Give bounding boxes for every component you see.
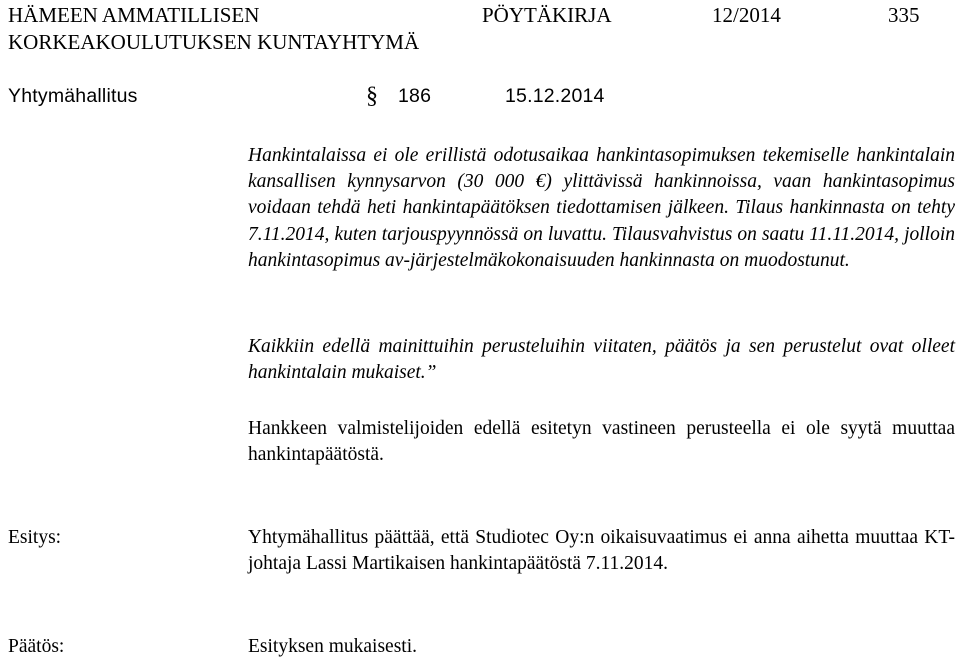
section-symbol: § bbox=[366, 83, 378, 109]
organization-name-line1: HÄMEEN AMMATILLISEN bbox=[8, 3, 260, 27]
proposal-label: Esitys: bbox=[8, 527, 62, 548]
organization-name-line2: KORKEAKOULUTUKSEN KUNTAYHTYMÄ bbox=[8, 30, 420, 54]
page-number: 335 bbox=[888, 3, 920, 27]
governing-body-name: Yhtymähallitus bbox=[8, 85, 138, 107]
decision-text: Esityksen mukaisesti. bbox=[248, 636, 417, 657]
paragraph-procurement-waiting-period: Hankintalaissa ei ole erillistä odotusaikaa hankintasopimuksen tekemiselle hankintalain kansallisen kynnysarvon (30 000 €) ylittävissä hankinnoissa, vaan hankintasopimus voidaan tehdä heti hankintapäätöksen tiedottamisen jälkeen. Tilaus hankinnasta on tehty 7.11.2014, kuten tarjouspyynnössä on luvattu. Tilausvahvistus on saatu 11.11.2014, jolloin hankintasopimus av-järjestelmäkokonaisuuden hankinnasta on muodostunut. bbox=[248, 145, 955, 271]
decision-label: Päätös: bbox=[8, 636, 65, 657]
document-number: 12/2014 bbox=[712, 3, 781, 27]
section-number: 186 bbox=[398, 85, 432, 107]
paragraph-preparers-response: Hankkeen valmistelijoiden edellä esitetyn vastineen perusteella ei ole syytä muuttaa hankintapäätöstä. bbox=[248, 418, 955, 466]
proposal-text: Yhtymähallitus päättää, että Studiotec Oy:n oikaisuvaatimus ei anna aihetta muuttaa KT-johtaja Lassi Martikaisen hankintapäätöstä 7.11.2014. bbox=[248, 527, 955, 575]
document-type: PÖYTÄKIRJA bbox=[482, 3, 612, 27]
paragraph-justification-conclusion: Kaikkiin edellä mainittuihin perusteluihin viitaten, päätös ja sen perustelut ovat olleet hankintalain mukaiset.” bbox=[248, 336, 955, 384]
meeting-date: 15.12.2014 bbox=[505, 85, 605, 107]
